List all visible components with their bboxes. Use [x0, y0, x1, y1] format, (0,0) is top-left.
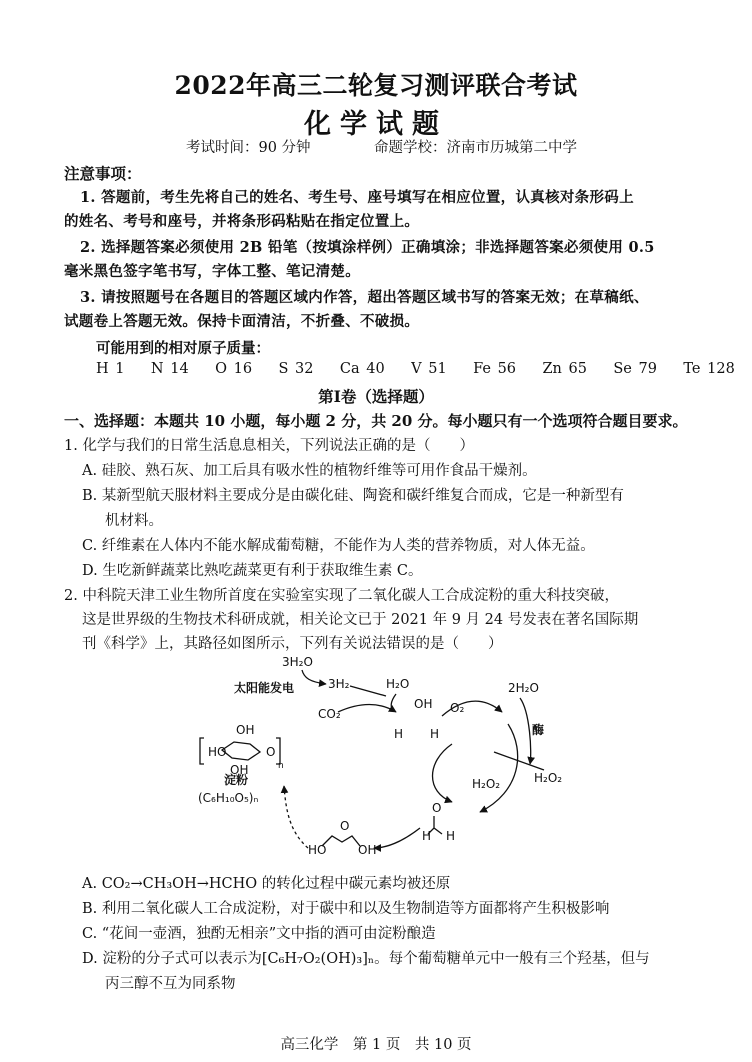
question-1-option-c: C. 纤维素在人体内不能水解成葡萄糖，不能作为人类的营养物质，对人体无益。	[82, 538, 595, 554]
arrow-dha-to-starch	[284, 786, 308, 848]
starch-ho: HO	[208, 745, 227, 759]
label-3h2o: 3H₂O	[282, 655, 313, 669]
question-2-stem-cont: 刊《科学》上，其路径如图所示，下列有关说法错误的是（ ）	[82, 636, 503, 652]
label-solar-power: 太阳能发电	[234, 681, 295, 695]
label-2h2o: 2H₂O	[508, 681, 539, 695]
methanol-h-right: H	[430, 727, 440, 741]
arrow-to-h2o2	[494, 752, 544, 770]
question-1-option-b-cont: 机材料。	[105, 513, 163, 529]
note-line: 的姓名、考号和座号，并将条形码粘贴在指定位置上。	[64, 213, 420, 230]
label-h2o-out: H₂O	[386, 677, 410, 691]
question-1-stem: 1. 化学与我们的日常生活息息相关，下列说法正确的是（ ）	[64, 438, 474, 454]
exam-time: 考试时间：90 分钟	[186, 140, 311, 156]
question-1-option-d: D. 生吃新鲜蔬菜比熟吃蔬菜更有利于获取维生素 C。	[82, 563, 423, 579]
arrow-2h2o-enzyme	[520, 698, 531, 764]
formaldehyde-h2: H	[446, 829, 456, 843]
page-footer: 高三化学 第 1 页 共 10 页	[280, 1037, 472, 1053]
arrow-co2-to-methanol	[338, 705, 396, 713]
question-2-option-c: C. “花间一壶酒，独酌无相亲”文中指的酒可由淀粉酿造	[82, 926, 436, 942]
arrow-formaldehyde-to-dha	[374, 828, 420, 848]
cycle-left	[433, 744, 453, 802]
label-h2o2-inner: H₂O₂	[472, 777, 501, 791]
starch-oh1: OH	[236, 723, 255, 737]
label-3h2: 3H₂	[328, 677, 350, 691]
question-1-option-a: A. 硅胶、熟石灰、加工后具有吸水性的植物纤维等可用作食品干燥剂。	[82, 463, 537, 479]
exam-title: 2022年高三二轮复习测评联合考试	[174, 71, 578, 100]
label-co2: CO₂	[318, 707, 341, 721]
volume-title: 第Ⅰ卷（选择题）	[318, 387, 434, 406]
arrow-h2o-release	[391, 694, 396, 710]
formaldehyde-o: O	[432, 801, 442, 815]
formaldehyde-bond	[428, 816, 442, 834]
starch-synthesis-diagram	[190, 652, 590, 868]
dha-o: O	[340, 819, 350, 833]
starch-n: n	[278, 761, 284, 771]
arrow-water-split	[302, 670, 326, 684]
methanol-oh: OH	[414, 697, 433, 711]
dha-ho: HO	[308, 843, 327, 857]
atomic-mass-list: H 1 N 14 O 16 S 32 Ca 40 V 51 Fe 56 Zn 65 Se 79 Te 128	[96, 361, 735, 377]
label-enzyme: 酶	[532, 723, 545, 737]
section-title: 一、选择题：本题共 10 小题，每小题 2 分，共 20 分。每小题只有一个选项符合题目要求。	[64, 412, 688, 430]
question-2-option-d-cont: 丙三醇不互为同系物	[105, 976, 236, 992]
glucose-ring	[222, 742, 260, 760]
exam-school: 命题学校：济南市历城第二中学	[374, 140, 577, 156]
arrow-h2-to-co2	[350, 686, 386, 696]
label-h2o2-outer: H₂O₂	[534, 771, 563, 785]
question-2-stem-cont: 这是世界级的生物技术科研成就，相关论文已于 2021 年 9 月 24 号发表在著名国际期	[82, 612, 639, 628]
label-o2: O₂	[450, 701, 465, 715]
note-line: 毫米黑色签字笔书写，字体工整、笔记清楚。	[64, 263, 360, 280]
note-line: 试题卷上答题无效。保持卡面清洁，不折叠、不破损。	[64, 313, 420, 330]
starch-oh2: OH	[230, 763, 249, 777]
cycle-right	[480, 724, 518, 812]
starch-o: O	[266, 745, 276, 759]
dha-skeleton	[322, 836, 360, 846]
methanol-h-left: H	[394, 727, 404, 741]
note-line: 1. 答题前，考生先将自己的姓名、考生号、座号填写在相应位置，认真核对条形码上	[80, 189, 634, 206]
note-line: 2. 选择题答案必须使用 2B 铅笔（按填涂样例）正确填涂；非选择题答案必须使用 0.5	[80, 239, 655, 256]
question-1-option-b: B. 某新型航天服材料主要成分是由碳化硅、陶瓷和碳纤维复合而成，它是一种新型有	[82, 488, 624, 504]
question-2-option-a: A. CO₂→CH₃OH→HCHO 的转化过程中碳元素均被还原	[82, 876, 451, 892]
question-2-stem: 2. 中科院天津工业生物所首度在实验室实现了二氧化碳人工合成淀粉的重大科技突破，	[64, 588, 619, 604]
subject-title: 化学试题	[304, 109, 448, 140]
atomic-mass-label: 可能用到的相对原子质量：	[96, 340, 270, 357]
starch-formula: (C₆H₁₀O₅)ₙ	[198, 791, 259, 805]
question-2-option-b: B. 利用二氧化碳人工合成淀粉，对于碳中和以及生物制造等方面都将产生积极影响	[82, 901, 610, 917]
starch-bracket-left	[200, 738, 204, 764]
formaldehyde-h1: H	[422, 829, 432, 843]
question-2-option-d: D. 淀粉的分子式可以表示为[C₆H₇O₂(OH)₃]ₙ。每个葡萄糖单元中一般有三个羟基，但与	[82, 951, 650, 967]
starch-label: 淀粉	[224, 773, 249, 787]
note-line: 3. 请按照题号在各题目的答题区域内作答，超出答题区域书写的答案无效；在草稿纸、	[80, 289, 649, 306]
dha-oh: OH	[358, 843, 377, 857]
notes-heading: 注意事项：	[64, 164, 142, 183]
